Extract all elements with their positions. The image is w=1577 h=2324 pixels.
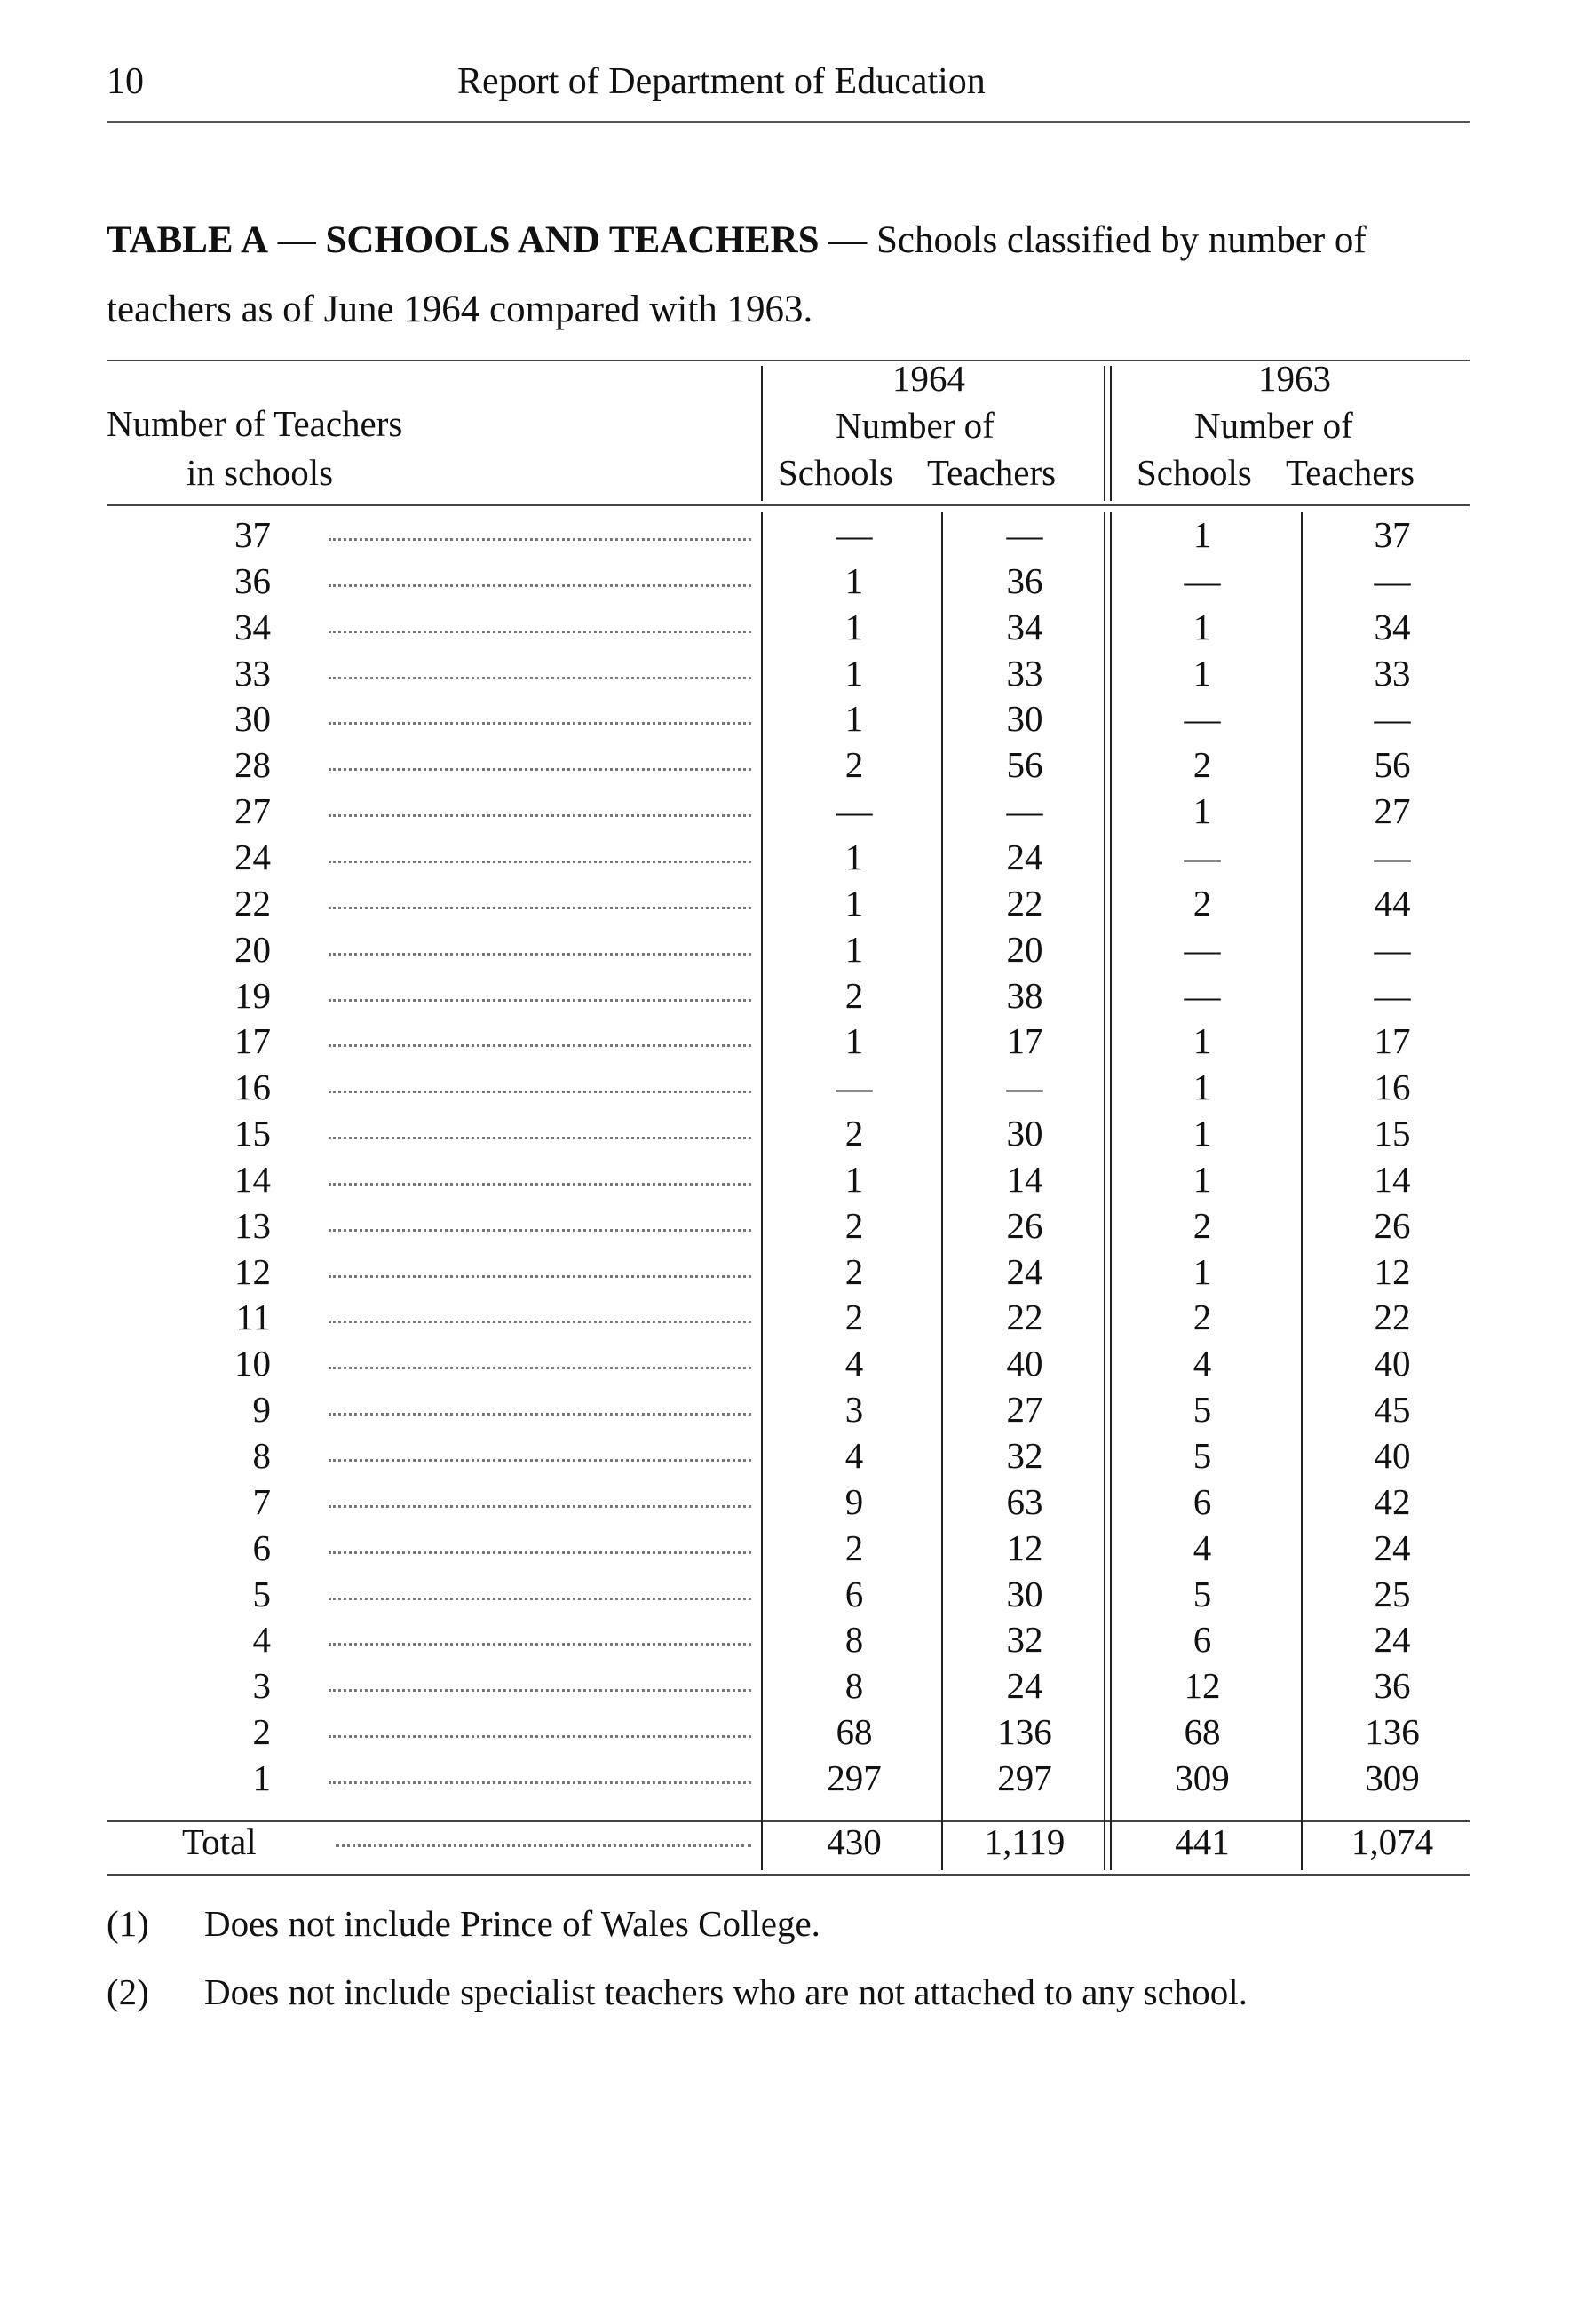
teachers-1964-cell: 30 [1006, 1574, 1043, 1614]
teachers-1963-cell: 17 [1374, 1020, 1411, 1061]
teachers-1964-cell: 26 [1006, 1205, 1043, 1246]
teachers-in-school: 14 [234, 1159, 271, 1200]
teachers-1963-cell: — [1374, 837, 1411, 877]
dot-leader [329, 997, 751, 1002]
teachers-1964-cell: 40 [1006, 1343, 1043, 1384]
schools-1964-cell: 2 [844, 1113, 864, 1154]
teachers-1963-cell: 24 [1374, 1619, 1411, 1660]
teachers-1964-cell: 27 [1006, 1389, 1043, 1430]
footnote-2 [107, 1969, 1470, 2075]
dot-leader [329, 583, 751, 587]
schools-1963-cell: — [1184, 560, 1221, 601]
teachers-in-school: 7 [252, 1481, 271, 1522]
schools-1963-cell: 2 [1193, 1297, 1212, 1337]
dot-leader [329, 1227, 751, 1232]
teachers-in-school: 17 [234, 1020, 271, 1061]
schools-1963-cell: 2 [1193, 1205, 1212, 1246]
schools-1964-cell: 1 [844, 929, 864, 970]
body-divider-1963 [1301, 512, 1303, 1870]
dot-leader [329, 1503, 751, 1508]
teachers-in-school: 3 [252, 1665, 271, 1706]
dot-leader [329, 905, 751, 909]
schools-1963-cell: 5 [1193, 1389, 1212, 1430]
dot-leader [329, 1181, 751, 1186]
teachers-1964-cell: 34 [1006, 607, 1043, 647]
table-description: Schools classified by number of teachers as of June 1964 compared with 1963. [107, 219, 1367, 330]
teachers-in-school: 6 [252, 1527, 271, 1568]
schools-header-1963: Schools [1137, 452, 1252, 493]
schools-1963-cell: 1 [1193, 1159, 1212, 1200]
dot-leader [336, 1843, 751, 1847]
schools-1963-cell: 1 [1193, 1067, 1212, 1107]
schools-1963-cell: — [1184, 698, 1221, 739]
dot-leader [329, 813, 751, 817]
schools-1964-cell: 8 [844, 1619, 864, 1660]
header-double-divider-left [1104, 366, 1105, 501]
schools-1963-cell: 1 [1193, 1113, 1212, 1154]
teachers-1963-cell: 34 [1374, 607, 1411, 647]
schools-1964-cell: 68 [836, 1711, 873, 1752]
teachers-in-school: 4 [252, 1619, 271, 1660]
year-1963: 1963 [1258, 358, 1331, 399]
footnote-text: Does not include specialist teachers who are not attached to any school. [204, 1971, 1248, 2012]
schools-1964-cell: 2 [844, 1205, 864, 1246]
schools-1963-cell: — [1184, 837, 1221, 877]
dot-leader [329, 720, 751, 725]
teachers-1964-cell: 17 [1006, 1020, 1043, 1061]
total-schools-1964: 430 [827, 1821, 882, 1862]
dot-leader [329, 951, 751, 956]
teachers-1963-cell: 37 [1374, 514, 1411, 555]
teachers-1963-cell: 24 [1374, 1527, 1411, 1568]
schools-1964-cell: 1 [844, 883, 864, 924]
teachers-in-school: 33 [234, 653, 271, 694]
table-title [107, 206, 1470, 345]
schools-1963-cell: 5 [1193, 1435, 1212, 1476]
dot-leader [329, 1596, 751, 1600]
schools-1963-cell: — [1184, 975, 1221, 1016]
schools-1963-cell: 12 [1184, 1665, 1221, 1706]
teachers-1964-cell: 24 [1006, 837, 1043, 877]
teachers-1964-cell: 33 [1006, 653, 1043, 694]
teachers-header-1964: Teachers [927, 452, 1057, 493]
schools-1963-cell: 2 [1193, 744, 1212, 785]
teachers-in-school: 19 [234, 975, 271, 1016]
teachers-in-school: 10 [234, 1343, 271, 1384]
teachers-1964-cell: 297 [997, 1757, 1052, 1798]
dot-leader [329, 675, 751, 679]
table-subject: SCHOOLS AND TEACHERS [325, 219, 820, 261]
title-dash: — [819, 219, 876, 261]
teachers-1964-cell: 12 [1006, 1527, 1043, 1568]
dot-leader [329, 1411, 751, 1416]
schools-1963-cell: 1 [1193, 607, 1212, 647]
teachers-in-school: 34 [234, 607, 271, 647]
schools-1964-cell: — [836, 790, 873, 831]
schools-1964-cell: 1 [844, 837, 864, 877]
teachers-1964-cell: 30 [1006, 1113, 1043, 1154]
teachers-1963-cell: — [1374, 698, 1411, 739]
teachers-1963-cell: 16 [1374, 1067, 1411, 1107]
table-bottom-rule [107, 1874, 1470, 1876]
footnote-number: (2) [107, 1971, 149, 2012]
dot-leader [329, 1273, 751, 1278]
header-rule [107, 121, 1470, 123]
teachers-1964-cell: 32 [1006, 1435, 1043, 1476]
dot-leader [329, 536, 751, 541]
teachers-in-school: 36 [234, 560, 271, 601]
teachers-in-school: 5 [252, 1574, 271, 1614]
teachers-in-school: 27 [234, 790, 271, 831]
year-1964: 1964 [892, 358, 965, 399]
schools-header-1964: Schools [778, 452, 893, 493]
teachers-1963-cell: 33 [1374, 653, 1411, 694]
schools-1964-cell: 2 [844, 744, 864, 785]
teachers-in-school: 8 [252, 1435, 271, 1476]
dot-leader [329, 1733, 751, 1738]
teachers-in-school: 12 [234, 1251, 271, 1292]
teachers-in-school: 2 [252, 1711, 271, 1752]
teachers-1964-cell: 63 [1006, 1481, 1043, 1522]
schools-1963-cell: 1 [1193, 514, 1212, 555]
teachers-1964-cell: — [1006, 514, 1043, 555]
schools-1964-cell: 1 [844, 698, 864, 739]
dot-leader [329, 766, 751, 771]
body-divider-main [761, 512, 763, 1870]
schools-1964-cell: 1 [844, 1159, 864, 1200]
schools-1963-cell: 2 [1193, 883, 1212, 924]
schools-1964-cell: — [836, 1067, 873, 1107]
schools-1964-cell: 1 [844, 1020, 864, 1061]
teachers-in-school: 1 [252, 1757, 271, 1798]
teachers-1963-cell: — [1374, 929, 1411, 970]
teachers-in-school: 30 [234, 698, 271, 739]
teachers-1964-cell: 22 [1006, 1297, 1043, 1337]
total-teachers-1963: 1,074 [1351, 1821, 1434, 1862]
footnote-1 [107, 1900, 1470, 1954]
teachers-1963-cell: 12 [1374, 1251, 1411, 1292]
dot-leader [329, 1687, 751, 1692]
teachers-1963-cell: 56 [1374, 744, 1411, 785]
schools-1964-cell: 2 [844, 1527, 864, 1568]
dot-leader [329, 629, 751, 633]
teachers-1963-cell: 15 [1374, 1113, 1411, 1154]
schools-1964-cell: 2 [844, 1297, 864, 1337]
schools-1964-cell: 1 [844, 653, 864, 694]
dot-leader [329, 1089, 751, 1093]
dot-leader [329, 1365, 751, 1369]
teachers-1963-cell: 309 [1365, 1757, 1420, 1798]
table-label: TABLE A [107, 219, 269, 261]
schools-1964-cell: 2 [844, 1251, 864, 1292]
teachers-1963-cell: 40 [1374, 1435, 1411, 1476]
teachers-1964-cell: 136 [997, 1711, 1052, 1752]
teachers-1963-cell: 44 [1374, 883, 1411, 924]
number-of-1963: Number of [1194, 405, 1353, 446]
teachers-in-school: 37 [234, 514, 271, 555]
header-divider [761, 366, 763, 501]
teachers-1964-cell: 30 [1006, 698, 1043, 739]
number-of-1964: Number of [836, 405, 995, 446]
teachers-1964-cell: 32 [1006, 1619, 1043, 1660]
total-label: Total [182, 1821, 257, 1862]
schools-1963-cell: 6 [1193, 1619, 1212, 1660]
running-title: Report of Department of Education [457, 61, 986, 102]
schools-1964-cell: 2 [844, 975, 864, 1016]
teachers-in-school: 16 [234, 1067, 271, 1107]
header-bottom-rule [107, 504, 1470, 506]
teachers-1964-cell: — [1006, 790, 1043, 831]
teachers-1964-cell: 36 [1006, 560, 1043, 601]
teachers-1963-cell: 14 [1374, 1159, 1411, 1200]
teachers-1964-cell: — [1006, 1067, 1043, 1107]
schools-1964-cell: 4 [844, 1343, 864, 1384]
schools-1963-cell: 1 [1193, 1020, 1212, 1061]
teachers-1963-cell: 36 [1374, 1665, 1411, 1706]
dot-leader [329, 1550, 751, 1554]
footnote-text: Does not include Prince of Wales College. [204, 1903, 820, 1944]
schools-1964-cell: 297 [827, 1757, 882, 1798]
header-double-divider-right [1110, 366, 1112, 501]
schools-1964-cell: 4 [844, 1435, 864, 1476]
teachers-in-school: 9 [252, 1389, 271, 1430]
teachers-1964-cell: 20 [1006, 929, 1043, 970]
teachers-1964-cell: 24 [1006, 1665, 1043, 1706]
teachers-1963-cell: 42 [1374, 1481, 1411, 1522]
footnote-number: (1) [107, 1903, 149, 1944]
teachers-in-school: 13 [234, 1205, 271, 1246]
row-header-line1: Number of Teachers [107, 403, 403, 444]
teachers-in-school: 11 [235, 1297, 271, 1337]
teachers-1963-cell: — [1374, 975, 1411, 1016]
teachers-1963-cell: 26 [1374, 1205, 1411, 1246]
teachers-in-school: 22 [234, 883, 271, 924]
schools-1964-cell: 1 [844, 560, 864, 601]
page-header [107, 60, 1465, 114]
teachers-1963-cell: 27 [1374, 790, 1411, 831]
schools-1963-cell: 1 [1193, 653, 1212, 694]
schools-1963-cell: 1 [1193, 790, 1212, 831]
total-teachers-1964: 1,119 [984, 1821, 1066, 1862]
schools-1963-cell: 5 [1193, 1574, 1212, 1614]
schools-1963-cell: 4 [1193, 1527, 1212, 1568]
dot-leader [329, 1780, 751, 1784]
schools-1963-cell: — [1184, 929, 1221, 970]
schools-1963-cell: 4 [1193, 1343, 1212, 1384]
dot-leader [329, 859, 751, 863]
teachers-header-1963: Teachers [1286, 452, 1415, 493]
schools-1964-cell: — [836, 514, 873, 555]
schools-1963-cell: 68 [1184, 1711, 1221, 1752]
schools-1964-cell: 3 [844, 1389, 864, 1430]
title-dash: — [268, 219, 326, 261]
row-header-line2: in schools [186, 452, 334, 493]
teachers-1964-cell: 24 [1006, 1251, 1043, 1292]
teachers-1963-cell: — [1374, 560, 1411, 601]
teachers-1963-cell: 45 [1374, 1389, 1411, 1430]
dot-leader [329, 1457, 751, 1462]
schools-1963-cell: 6 [1193, 1481, 1212, 1522]
teachers-1963-cell: 40 [1374, 1343, 1411, 1384]
schools-1964-cell: 9 [844, 1481, 864, 1522]
teachers-in-school: 24 [234, 837, 271, 877]
schools-1964-cell: 8 [844, 1665, 864, 1706]
schools-1963-cell: 1 [1193, 1251, 1212, 1292]
teachers-1964-cell: 56 [1006, 744, 1043, 785]
teachers-1963-cell: 25 [1374, 1574, 1411, 1614]
dot-leader [329, 1043, 751, 1047]
teachers-in-school: 15 [234, 1113, 271, 1154]
teachers-in-school: 28 [234, 744, 271, 785]
schools-1964-cell: 6 [844, 1574, 864, 1614]
teachers-1963-cell: 22 [1374, 1297, 1411, 1337]
schools-1964-cell: 1 [844, 607, 864, 647]
dot-leader [329, 1135, 751, 1139]
dot-leader [329, 1319, 751, 1323]
page-number: 10 [107, 61, 144, 102]
teachers-1964-cell: 14 [1006, 1159, 1043, 1200]
schools-1963-cell: 309 [1175, 1757, 1230, 1798]
teachers-in-school: 20 [234, 929, 271, 970]
teachers-1963-cell: 136 [1365, 1711, 1420, 1752]
teachers-1964-cell: 22 [1006, 883, 1043, 924]
dot-leader [329, 1641, 751, 1646]
teachers-1964-cell: 38 [1006, 975, 1043, 1016]
total-schools-1963: 441 [1175, 1821, 1230, 1862]
